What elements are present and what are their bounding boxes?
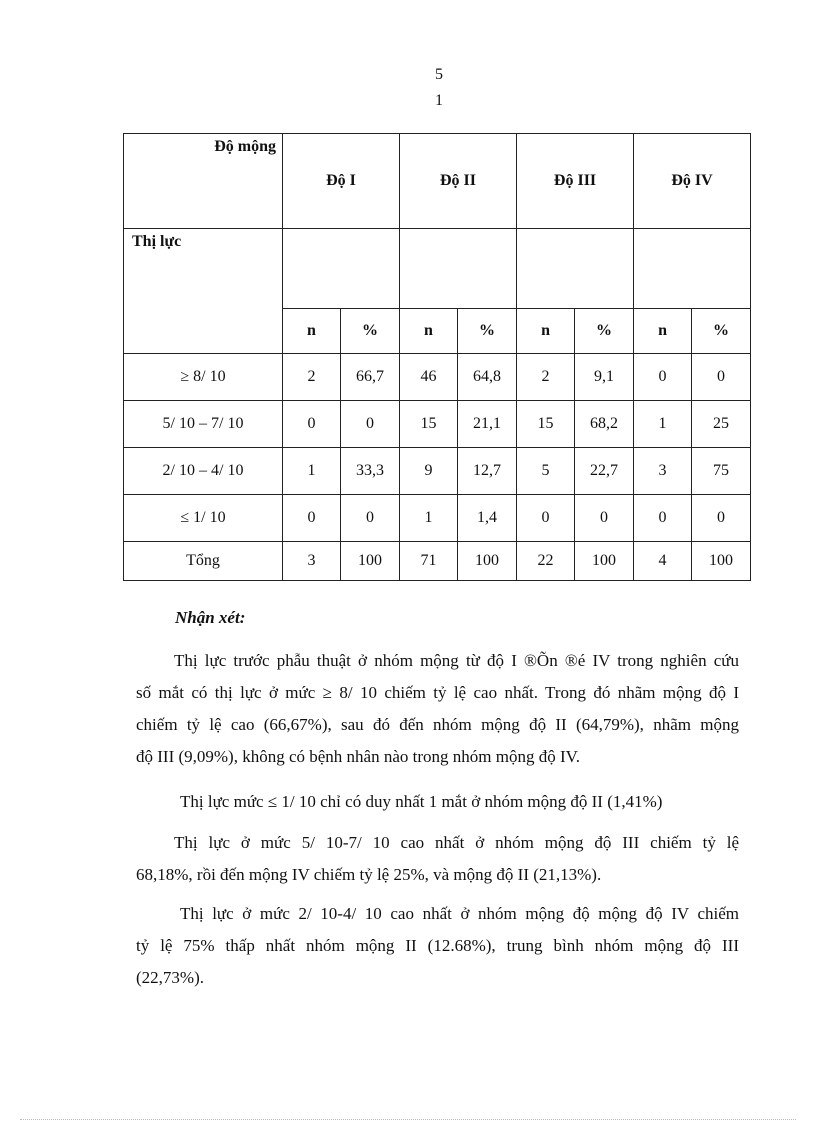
table-cell: 46 (400, 354, 458, 401)
row-label: ≤ 1/ 10 (124, 495, 283, 542)
subheader-cell: % (692, 309, 751, 354)
table-cell: 0 (634, 354, 692, 401)
table-cell: 1 (634, 401, 692, 448)
subheader-cell: n (517, 309, 575, 354)
table-cell: 1 (400, 495, 458, 542)
visual-acuity-table (123, 133, 751, 581)
table-cell: 1 (283, 448, 341, 495)
table-cell: 1,4 (458, 495, 517, 542)
paragraph-line: Thị lực ở mức 5/ 10-7/ 10 cao nhất ở nhóm mộng độ III chiếm tỷ lệ (174, 833, 739, 852)
table-cell: 0 (692, 354, 751, 401)
paragraph-line: độ III (9,09%), không có bệnh nhân nào trong nhóm mộng độ IV. (136, 747, 580, 766)
subheader-cell: n (634, 309, 692, 354)
empty-cell (517, 229, 634, 309)
table-cell: 0 (517, 495, 575, 542)
table-total-row (124, 542, 751, 581)
subheader-cell: % (575, 309, 634, 354)
table-cell: 0 (283, 401, 341, 448)
table-cell: 22 (517, 542, 575, 581)
degree-header: Độ I (283, 134, 400, 229)
table-cell: 0 (341, 495, 400, 542)
paragraph-line: tỷ lệ 75% thấp nhất nhóm mộng II (12.68%), trung bình nhóm mộng độ III (136, 936, 739, 955)
subheader-cell: n (283, 309, 341, 354)
paragraph-line: Thị lực ở mức 2/ 10-4/ 10 cao nhất ở nhóm mộng độ mộng độ IV chiếm (180, 904, 739, 923)
table-cell: 3 (283, 542, 341, 581)
table-row (124, 495, 751, 542)
table-cell: 15 (517, 401, 575, 448)
table-cell: 71 (400, 542, 458, 581)
paragraph (136, 645, 739, 773)
table-cell: 0 (692, 495, 751, 542)
table-cell: 22,7 (575, 448, 634, 495)
row-label: Tổng (124, 542, 283, 581)
paragraph (136, 898, 739, 994)
table-cell: 15 (400, 401, 458, 448)
table-cell: 5 (517, 448, 575, 495)
page-number-bottom: 1 (435, 92, 443, 109)
table-cell: 0 (575, 495, 634, 542)
table-cell: 100 (458, 542, 517, 581)
table-cell: 9 (400, 448, 458, 495)
table-cell: 0 (341, 401, 400, 448)
table-cell: 100 (575, 542, 634, 581)
degree-header: Độ II (400, 134, 517, 229)
table-cell: 75 (692, 448, 751, 495)
table-label-row (124, 229, 751, 309)
corner-header-top: Độ mộng (124, 134, 283, 229)
table-row (124, 448, 751, 495)
subheader-cell: n (400, 309, 458, 354)
table-cell: 0 (283, 495, 341, 542)
subheader-cell: % (341, 309, 400, 354)
paragraph (136, 827, 739, 891)
table-cell: 33,3 (341, 448, 400, 495)
empty-cell (283, 229, 400, 309)
page-bottom-divider (20, 1119, 796, 1120)
degree-header: Độ III (517, 134, 634, 229)
corner-header-bottom: Thị lực (124, 229, 283, 354)
row-label: ≥ 8/ 10 (124, 354, 283, 401)
table-cell: 2 (283, 354, 341, 401)
paragraph-line: Thị lực trước phẫu thuật ở nhóm mộng từ độ I ®Õn ®é IV trong nghiên cứu (174, 651, 739, 670)
page-number-top: 5 (435, 66, 443, 83)
subheader-cell: % (458, 309, 517, 354)
paragraph-line: (22,73%). (136, 968, 204, 987)
table-cell: 100 (341, 542, 400, 581)
table-cell: 12,7 (458, 448, 517, 495)
paragraph-line: 68,18%, rồi đến mộng IV chiếm tỷ lệ 25%, và mộng độ II (21,13%). (136, 865, 602, 884)
table-cell: 64,8 (458, 354, 517, 401)
table-cell: 68,2 (575, 401, 634, 448)
table-cell: 21,1 (458, 401, 517, 448)
table-cell: 100 (692, 542, 751, 581)
paragraph (136, 786, 739, 818)
row-label: 2/ 10 – 4/ 10 (124, 448, 283, 495)
table-cell: 4 (634, 542, 692, 581)
table-header-row (124, 134, 751, 229)
table-cell: 25 (692, 401, 751, 448)
table-row (124, 354, 751, 401)
paragraph-line: số mắt có thị lực ở mức ≥ 8/ 10 chiếm tỷ lệ cao nhất. Trong đó nhãm mộng độ I (136, 683, 739, 702)
remark-heading: Nhận xét: (175, 608, 246, 627)
degree-header: Độ IV (634, 134, 751, 229)
table-cell: 9,1 (575, 354, 634, 401)
row-label: 5/ 10 – 7/ 10 (124, 401, 283, 448)
table-cell: 3 (634, 448, 692, 495)
paragraph-line: Thị lực mức ≤ 1/ 10 chỉ có duy nhất 1 mắt ở nhóm mộng độ II (1,41%) (180, 792, 663, 811)
table-cell: 66,7 (341, 354, 400, 401)
table-cell: 2 (517, 354, 575, 401)
table-cell: 0 (634, 495, 692, 542)
empty-cell (634, 229, 751, 309)
table-row (124, 401, 751, 448)
paragraph-line: chiếm tỷ lệ cao (66,67%), sau đó đến nhóm mộng độ II (64,79%), nhãm mộng (136, 715, 739, 734)
empty-cell (400, 229, 517, 309)
